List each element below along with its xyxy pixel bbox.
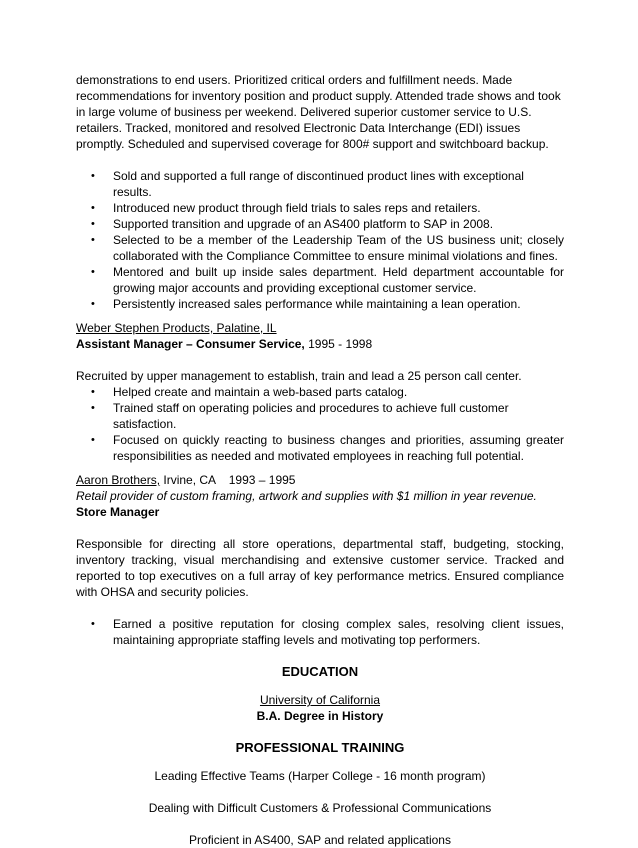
job2-title: Assistant Manager – Consumer Service, <box>76 337 305 351</box>
education-section <box>76 664 564 724</box>
intro-paragraph: demonstrations to end users. Prioritized critical orders and fulfillment needs. Made recommendations for inventory position and product supply. Attended trade shows and took in large volume of business per weekend. Delivered superior customer service to U.S. retailers. Tracked, monitored and resolved Electronic Data Interchange (EDI) issues promptly. Scheduled and supervised coverage for 800# support and switchboard backup. <box>76 73 561 151</box>
job2-section <box>76 320 564 464</box>
list-item: • Sold and supported a full range of discontinued product lines with exceptional results. <box>113 168 564 200</box>
training-section <box>76 740 564 848</box>
list-item: • Trained staff on operating policies and procedures to achieve full customer satisfaction. <box>113 400 564 432</box>
job2-bullet-list <box>76 384 564 464</box>
job3-tagline: Retail provider of custom framing, artwork and supplies with $1 million in year revenue. <box>76 489 537 503</box>
job3-bullet-list <box>76 616 564 648</box>
job3-company-line <box>76 472 564 488</box>
job3-location-dates: Irvine, CA 1993 – 1995 <box>160 473 296 487</box>
list-item: • Selected to be a member of the Leadership Team of the US business unit; closely collaborated with the Compliance Committee to ensure minimal violations and fines. <box>113 232 564 264</box>
education-degree: B.A. Degree in History <box>256 709 384 723</box>
list-item: • Mentored and built up inside sales department. Held department accountable for growing major accounts and providing exceptional customer service. <box>113 264 564 296</box>
job2-description: Recruited by upper management to establish, train and lead a 25 person call center. <box>76 369 522 383</box>
training-heading: PROFESSIONAL TRAINING <box>235 740 405 755</box>
list-item: • Earned a positive reputation for closing complex sales, resolving client issues, maintaining appropriate staffing levels and motivating top performers. <box>113 616 564 648</box>
list-item: • Introduced new product through field trials to sales reps and retailers. <box>113 200 564 216</box>
job3-company: Aaron Brothers, <box>76 473 161 487</box>
job1-bullet-list <box>76 168 564 312</box>
list-item: • Helped create and maintain a web-based parts catalog. <box>113 384 564 400</box>
list-item: • Supported transition and upgrade of an AS400 platform to SAP in 2008. <box>113 216 564 232</box>
training-item: Leading Effective Teams (Harper College - 16 month program) <box>154 769 486 783</box>
training-item: Proficient in AS400, SAP and related applications <box>189 833 451 847</box>
job2-title-line <box>76 336 564 352</box>
job3-title: Store Manager <box>76 505 160 519</box>
job2-company: Weber Stephen Products, Palatine, IL <box>76 321 277 335</box>
education-heading: EDUCATION <box>281 664 359 679</box>
job3-section <box>76 472 564 648</box>
list-item: • Focused on quickly reacting to business changes and priorities, assuming greater responsibilities as needed and motivated employees in reaching full potential. <box>113 432 564 464</box>
job2-dates: 1995 - 1998 <box>304 337 373 351</box>
education-school: University of California <box>259 693 381 707</box>
resume-page <box>76 72 564 848</box>
training-item: Dealing with Difficult Customers & Professional Communications <box>148 801 492 815</box>
job3-description: Responsible for directing all store operations, departmental staff, budgeting, stocking, inventory tracking, visual merchandising and extensive customer service. Tracked and reported to top executives on a full array of key performance metrics. Ensured compliance with OHSA and security policies. <box>76 537 564 599</box>
list-item: • Persistently increased sales performance while maintaining a lean operation. <box>113 296 564 312</box>
